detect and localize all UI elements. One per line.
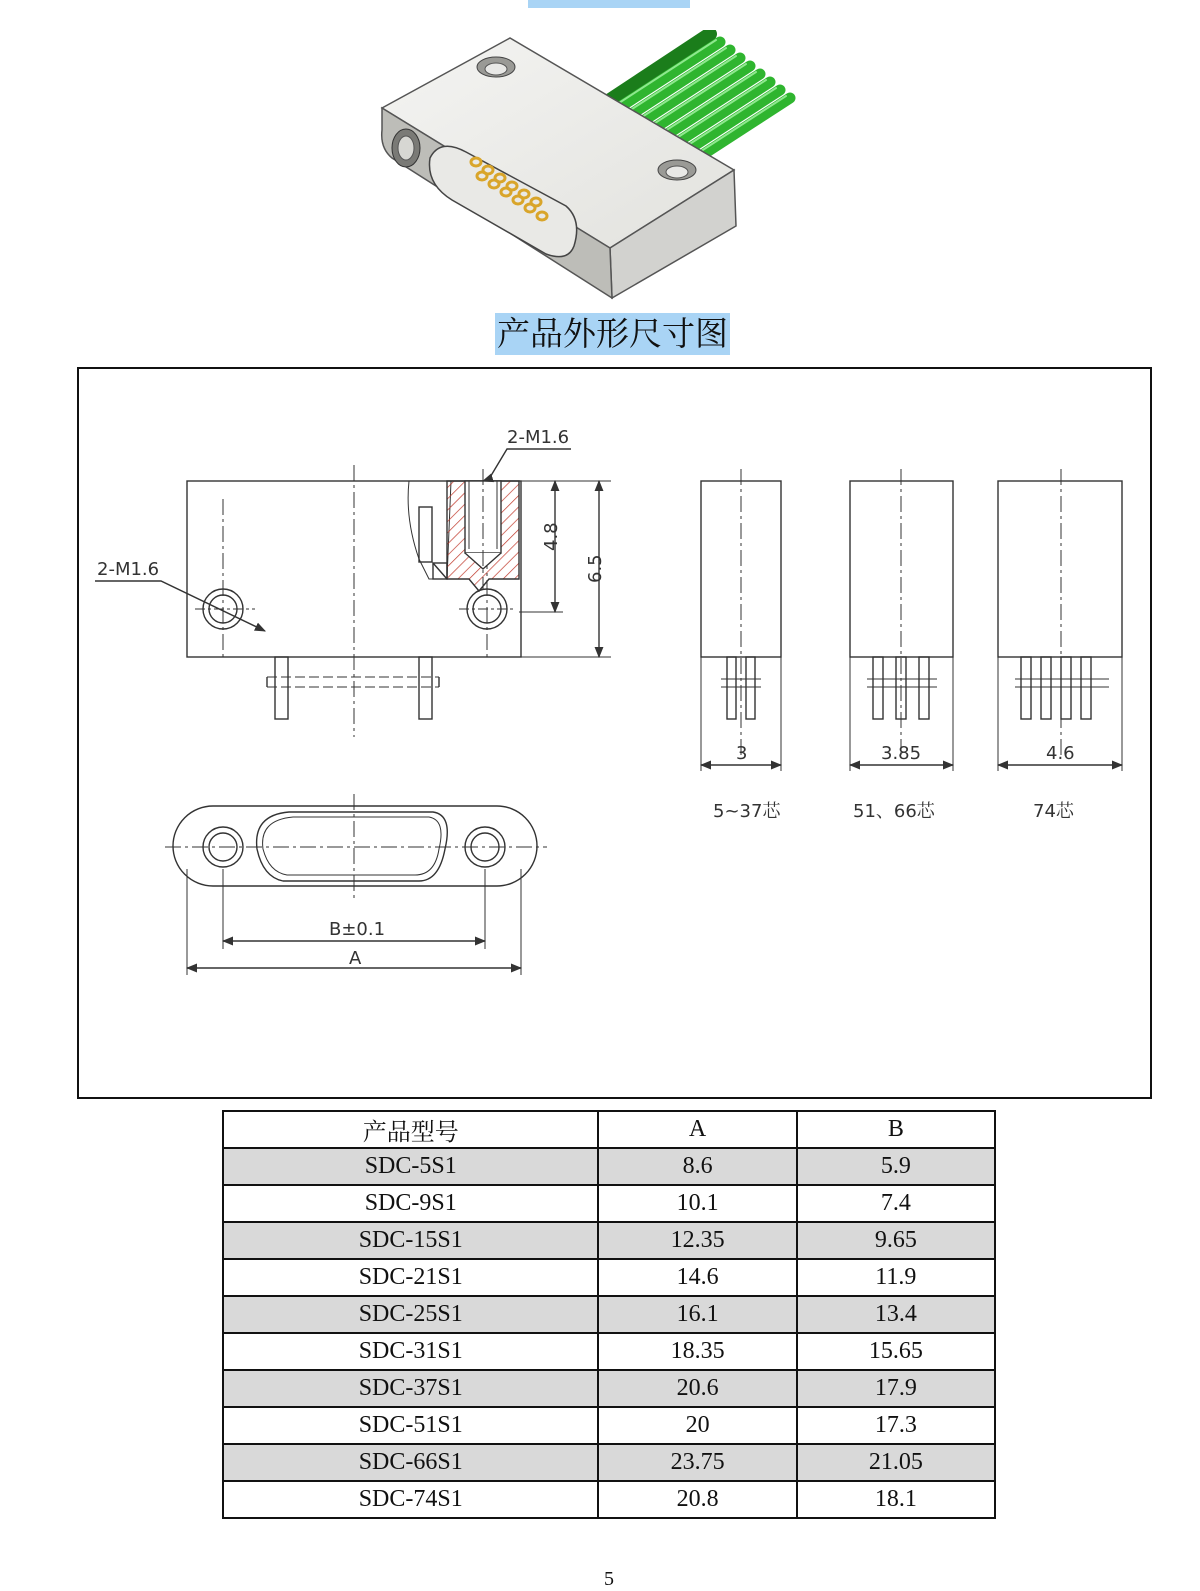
cell-a: 20.8 bbox=[598, 1481, 796, 1518]
cell-b: 7.4 bbox=[797, 1185, 995, 1222]
dimension-drawing-frame bbox=[77, 367, 1152, 1099]
cell-model: SDC-51S1 bbox=[223, 1407, 598, 1444]
section-title: 产品外形尺寸图 bbox=[497, 314, 728, 353]
cell-b: 13.4 bbox=[797, 1296, 995, 1333]
dim-6-5: 6.5 bbox=[585, 554, 606, 583]
header-b: B bbox=[797, 1111, 995, 1148]
thread-label-top: 2-M1.6 bbox=[507, 427, 570, 448]
cell-b: 17.9 bbox=[797, 1370, 995, 1407]
cell-model: SDC-9S1 bbox=[223, 1185, 598, 1222]
cell-a: 16.1 bbox=[598, 1296, 796, 1333]
cell-model: SDC-37S1 bbox=[223, 1370, 598, 1407]
table-row bbox=[223, 1296, 995, 1333]
cell-model: SDC-15S1 bbox=[223, 1222, 598, 1259]
table-row bbox=[223, 1370, 995, 1407]
side-view-caption-3: 74芯 bbox=[1033, 801, 1074, 822]
side-view-width-2: 3.85 bbox=[881, 743, 922, 764]
cell-model: SDC-5S1 bbox=[223, 1148, 598, 1185]
dimension-drawing bbox=[79, 369, 1150, 1097]
cell-b: 15.65 bbox=[797, 1333, 995, 1370]
table-row bbox=[223, 1407, 995, 1444]
cell-a: 14.6 bbox=[598, 1259, 796, 1296]
side-view-width-1: 3 bbox=[736, 743, 748, 764]
page-number: 5 bbox=[604, 1568, 614, 1590]
side-view-caption-2: 51、66芯 bbox=[853, 801, 935, 822]
cell-model: SDC-66S1 bbox=[223, 1444, 598, 1481]
connector-3d-render bbox=[370, 30, 810, 305]
cell-model: SDC-25S1 bbox=[223, 1296, 598, 1333]
table-row bbox=[223, 1185, 995, 1222]
dimension-table bbox=[222, 1110, 996, 1519]
cell-a: 12.35 bbox=[598, 1222, 796, 1259]
cell-b: 21.05 bbox=[797, 1444, 995, 1481]
cell-b: 5.9 bbox=[797, 1148, 995, 1185]
dim-4-8: 4.8 bbox=[541, 522, 562, 551]
cell-b: 17.3 bbox=[797, 1407, 995, 1444]
cell-a: 20.6 bbox=[598, 1370, 796, 1407]
header-model: 产品型号 bbox=[223, 1111, 598, 1148]
cell-b: 9.65 bbox=[797, 1222, 995, 1259]
table-row bbox=[223, 1444, 995, 1481]
header-a: A bbox=[598, 1111, 796, 1148]
table-row bbox=[223, 1222, 995, 1259]
cell-a: 8.6 bbox=[598, 1148, 796, 1185]
cell-model: SDC-21S1 bbox=[223, 1259, 598, 1296]
dim-b: B±0.1 bbox=[329, 919, 386, 940]
table-row bbox=[223, 1333, 995, 1370]
thread-label-left: 2-M1.6 bbox=[97, 559, 160, 580]
side-view-width-3: 4.6 bbox=[1046, 743, 1075, 764]
cell-b: 18.1 bbox=[797, 1481, 995, 1518]
table-header-row bbox=[223, 1111, 995, 1148]
cell-a: 20 bbox=[598, 1407, 796, 1444]
table-row bbox=[223, 1259, 995, 1296]
cell-b: 11.9 bbox=[797, 1259, 995, 1296]
cell-model: SDC-31S1 bbox=[223, 1333, 598, 1370]
top-heading-highlight bbox=[528, 0, 690, 8]
cell-a: 23.75 bbox=[598, 1444, 796, 1481]
table-row bbox=[223, 1148, 995, 1185]
cell-a: 10.1 bbox=[598, 1185, 796, 1222]
dim-a: A bbox=[349, 948, 362, 969]
side-view-caption-1: 5~37芯 bbox=[713, 801, 781, 822]
table-row bbox=[223, 1481, 995, 1518]
cell-a: 18.35 bbox=[598, 1333, 796, 1370]
cell-model: SDC-74S1 bbox=[223, 1481, 598, 1518]
